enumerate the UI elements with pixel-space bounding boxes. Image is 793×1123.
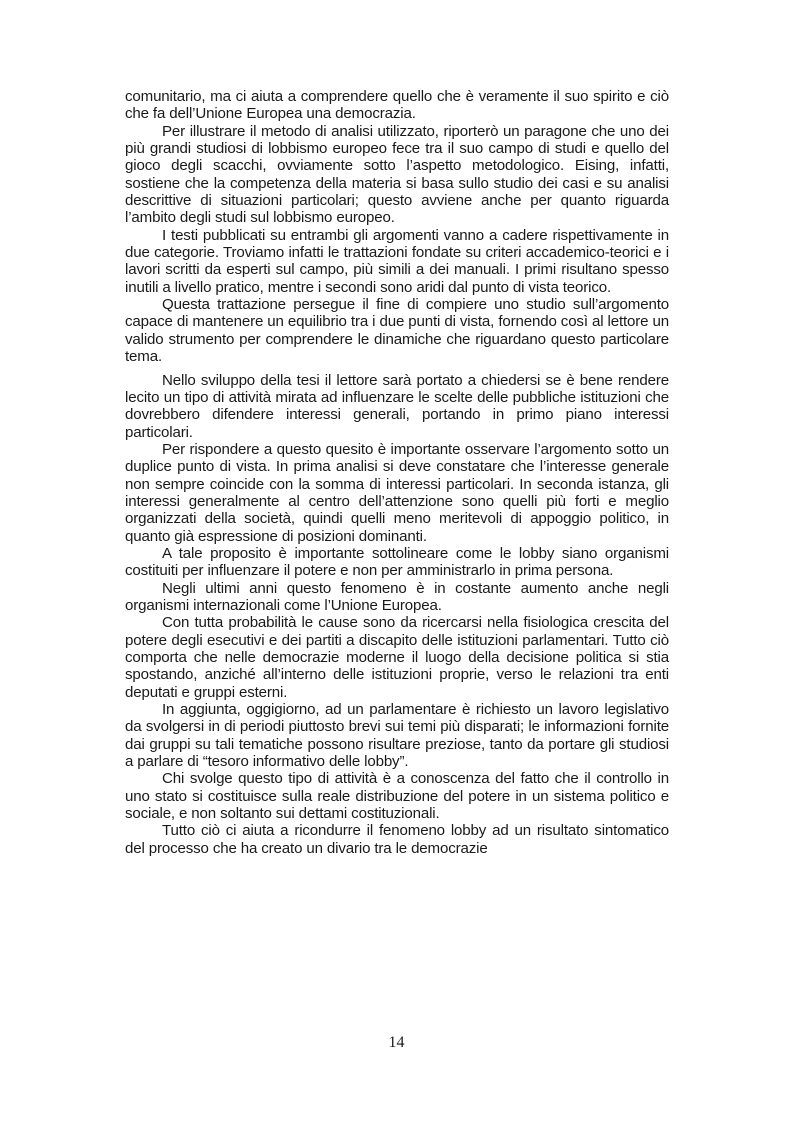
paragraph-causes: Con tutta probabilità le cause sono da ricercarsi nella fisiologica crescita del potere degli esecutivi e dei partiti a discapito delle istituzioni parlamentari. Tutto ciò comporta che nelle democrazie moderne il luogo della decisione politica si stia spostando, anziché all’interno delle istituzioni proprie, verso le relazioni tra enti deputati e gruppi esterni. xyxy=(125,614,669,701)
paragraph-categories: I testi pubblicati su entrambi gli argomenti vanno a cadere rispettivamente in due categorie. Troviamo infatti le trattazioni fondate su criteri accademico-teorici e i lavori scritti da esperti sul campo, più simili a dei manuali. I primi risultano spesso inutili a livello pratico, mentre i secondi sono aridi dal punto di vista teorico. xyxy=(125,226,669,296)
paragraph-aim: Questa trattazione persegue il fine di compiere uno studio sull’argomento capace di mantenere un equilibrio tra i due punti di vista, fornendo così al lettore un valido strumento per comprendere le dinamiche che riguardano questo particolare tema. xyxy=(125,296,669,366)
paragraph-continuation: comunitario, ma ci aiuta a comprendere quello che è veramente il suo spirito e ciò che fa dell’Unione Europea una democrazia. xyxy=(125,88,669,123)
paragraph-question: Nello sviluppo della tesi il lettore sarà portato a chiedersi se è bene rendere lecito un tipo di attività mirata ad influenzare le scelte delle pubbliche istituzioni che dovrebbero difendere interessi generali, portando in primo piano interessi particolari. xyxy=(125,371,669,441)
page-number: 14 xyxy=(388,1034,405,1051)
paragraph-lobby-purpose: A tale proposito è importante sottolineare come le lobby siano organismi costituiti per influenzare il potere e non per amministrarlo in prima persona. xyxy=(125,544,669,580)
paragraph-growth: Negli ultimi anni questo fenomeno è in costante aumento anche negli organismi internazionali come l’Unione Europea. xyxy=(125,579,669,614)
paragraph-conclusion: Tutto ciò ci aiuta a ricondurre il fenomeno lobby ad un risultato sintomatico del processo che ha creato un divario tra le democrazie xyxy=(125,822,669,857)
paragraph-viewpoints: Per rispondere a questo quesito è importante osservare l’argomento sotto un duplice punto di vista. In prima analisi si deve constatare che l’interesse generale non sempre coincide con la somma di interessi particolari. In seconda istanza, gli interessi generalmente al centro dell’attenzione sono quelli più forti e meglio organizzati della società, quindi quelli meno meritevoli di appoggio politico, in quanto già espressione di posizioni dominanti. xyxy=(125,440,669,545)
paragraph-method: Per illustrare il metodo di analisi utilizzato, riporterò un paragone che uno dei più grandi studiosi di lobbismo europeo fece tra il suo campo di studi e quello del gioco degli scacchi, ovviamente sotto l’aspetto metodologico. Eising, infatti, sostiene che la competenza della materia si basa sullo studio dei casi e su analisi descrittive di situazioni particolari; questo avviene anche per quanto riguarda l’ambito degli studi sul lobbismo europeo. xyxy=(125,122,669,227)
body-text xyxy=(125,88,669,857)
paragraph-control: Chi svolge questo tipo di attività è a conoscenza del fatto che il controllo in uno stato si costituisce sulla reale distribuzione del potere in un sistema politico e sociale, e non soltanto sui dettami costituzionali. xyxy=(125,770,669,823)
paragraph-information: In aggiunta, oggigiorno, ad un parlamentare è richiesto un lavoro legislativo da svolgersi in di periodi piuttosto brevi sui temi più disparati; le informazioni fornite dai gruppi su tali tematiche possono risultare preziose, tanto da portare gli studiosi a parlare di “tesoro informativo delle lobby”. xyxy=(125,701,669,771)
